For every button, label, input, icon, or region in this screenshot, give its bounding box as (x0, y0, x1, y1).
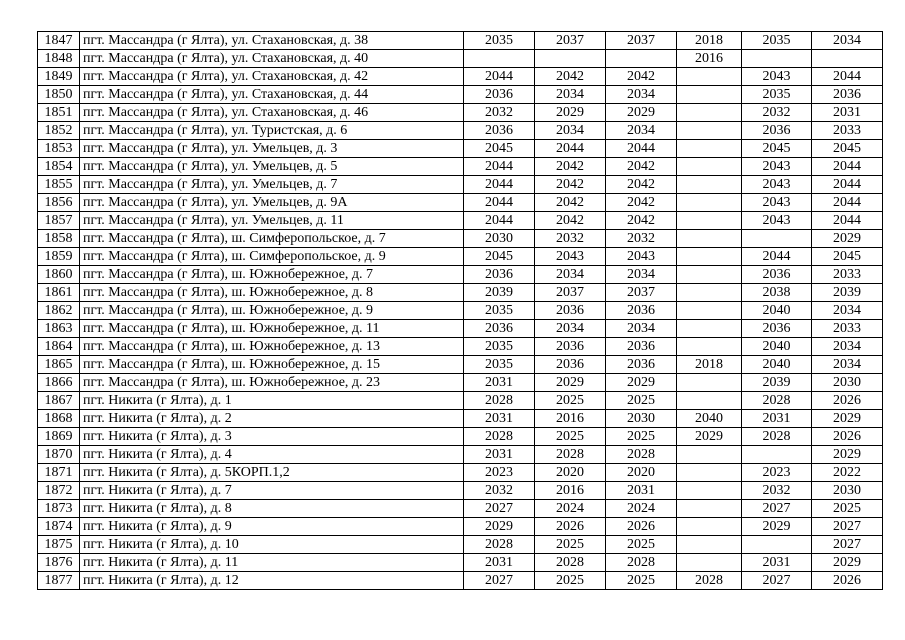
row-number: 1876 (38, 554, 80, 572)
row-number: 1873 (38, 500, 80, 518)
table-row (38, 464, 883, 482)
year-cell-6: 2030 (812, 374, 883, 392)
year-cell-2: 2037 (535, 284, 606, 302)
table-row (38, 572, 883, 590)
year-cell-3: 2042 (606, 68, 677, 86)
year-cell-6: 2045 (812, 140, 883, 158)
year-cell-5: 2023 (742, 464, 812, 482)
year-cell-2: 2042 (535, 212, 606, 230)
row-number: 1856 (38, 194, 80, 212)
year-cell-2: 2042 (535, 176, 606, 194)
year-cell-4 (677, 320, 742, 338)
address-cell: пгт. Массандра (г Ялта), ул. Умельцев, д. 9А (80, 194, 464, 212)
year-cell-5 (742, 50, 812, 68)
year-cell-5: 2044 (742, 248, 812, 266)
address-cell: пгт. Массандра (г Ялта), ш. Южнобережное, д. 7 (80, 266, 464, 284)
table-row (38, 104, 883, 122)
table-row (38, 356, 883, 374)
row-number: 1875 (38, 536, 80, 554)
year-cell-5: 2036 (742, 320, 812, 338)
year-cell-4 (677, 338, 742, 356)
year-cell-3: 2032 (606, 230, 677, 248)
row-number: 1865 (38, 356, 80, 374)
year-cell-6: 2026 (812, 392, 883, 410)
year-cell-4 (677, 284, 742, 302)
table-row (38, 302, 883, 320)
row-number: 1851 (38, 104, 80, 122)
address-cell: пгт. Массандра (г Ялта), ул. Туристская, д. 6 (80, 122, 464, 140)
year-cell-2: 2034 (535, 86, 606, 104)
row-number: 1849 (38, 68, 80, 86)
year-cell-5: 2040 (742, 338, 812, 356)
year-cell-3: 2042 (606, 158, 677, 176)
year-cell-4 (677, 446, 742, 464)
year-cell-5: 2043 (742, 194, 812, 212)
year-cell-4 (677, 68, 742, 86)
housing-schedule-table (37, 31, 883, 590)
year-cell-2: 2034 (535, 320, 606, 338)
address-cell: пгт. Массандра (г Ялта), ш. Южнобережное, д. 9 (80, 302, 464, 320)
year-cell-5: 2028 (742, 392, 812, 410)
row-number: 1848 (38, 50, 80, 68)
year-cell-4: 2040 (677, 410, 742, 428)
year-cell-6: 2044 (812, 194, 883, 212)
address-cell: пгт. Массандра (г Ялта), ул. Умельцев, д. 11 (80, 212, 464, 230)
row-number: 1854 (38, 158, 80, 176)
year-cell-1: 2027 (464, 500, 535, 518)
row-number: 1855 (38, 176, 80, 194)
year-cell-2: 2025 (535, 572, 606, 590)
address-cell: пгт. Массандра (г Ялта), ш. Южнобережное, д. 13 (80, 338, 464, 356)
year-cell-2: 2025 (535, 536, 606, 554)
table-row (38, 248, 883, 266)
table-row (38, 68, 883, 86)
year-cell-3: 2028 (606, 554, 677, 572)
year-cell-6: 2027 (812, 536, 883, 554)
year-cell-4 (677, 518, 742, 536)
year-cell-5: 2029 (742, 518, 812, 536)
year-cell-6: 2029 (812, 554, 883, 572)
year-cell-5: 2035 (742, 86, 812, 104)
year-cell-4: 2028 (677, 572, 742, 590)
year-cell-6: 2031 (812, 104, 883, 122)
year-cell-1: 2045 (464, 248, 535, 266)
year-cell-4 (677, 248, 742, 266)
year-cell-2: 2024 (535, 500, 606, 518)
year-cell-1: 2036 (464, 122, 535, 140)
year-cell-3: 2043 (606, 248, 677, 266)
year-cell-3: 2036 (606, 302, 677, 320)
row-number: 1869 (38, 428, 80, 446)
year-cell-3: 2034 (606, 86, 677, 104)
year-cell-3: 2026 (606, 518, 677, 536)
year-cell-3: 2029 (606, 104, 677, 122)
year-cell-3: 2044 (606, 140, 677, 158)
year-cell-1: 2032 (464, 482, 535, 500)
year-cell-4 (677, 194, 742, 212)
year-cell-3: 2025 (606, 572, 677, 590)
year-cell-4 (677, 158, 742, 176)
year-cell-2: 2036 (535, 302, 606, 320)
year-cell-5: 2031 (742, 410, 812, 428)
row-number: 1866 (38, 374, 80, 392)
year-cell-3: 2024 (606, 500, 677, 518)
year-cell-3: 2025 (606, 536, 677, 554)
year-cell-6 (812, 50, 883, 68)
year-cell-1: 2035 (464, 356, 535, 374)
year-cell-2: 2016 (535, 482, 606, 500)
year-cell-6: 2044 (812, 176, 883, 194)
year-cell-1: 2031 (464, 554, 535, 572)
table-row (38, 194, 883, 212)
year-cell-1: 2039 (464, 284, 535, 302)
year-cell-2: 2016 (535, 410, 606, 428)
year-cell-3: 2031 (606, 482, 677, 500)
year-cell-5: 2036 (742, 266, 812, 284)
year-cell-1: 2044 (464, 68, 535, 86)
year-cell-6: 2044 (812, 158, 883, 176)
year-cell-3 (606, 50, 677, 68)
year-cell-1: 2023 (464, 464, 535, 482)
year-cell-2: 2032 (535, 230, 606, 248)
address-cell: пгт. Массандра (г Ялта), ш. Симферопольское, д. 7 (80, 230, 464, 248)
year-cell-2 (535, 50, 606, 68)
address-cell: пгт. Массандра (г Ялта), ш. Симферопольское, д. 9 (80, 248, 464, 266)
table-row (38, 50, 883, 68)
year-cell-2: 2034 (535, 266, 606, 284)
year-cell-3: 2037 (606, 32, 677, 50)
year-cell-3: 2034 (606, 266, 677, 284)
year-cell-4 (677, 266, 742, 284)
year-cell-1: 2036 (464, 86, 535, 104)
year-cell-2: 2036 (535, 356, 606, 374)
year-cell-1: 2028 (464, 536, 535, 554)
row-number: 1863 (38, 320, 80, 338)
year-cell-1: 2029 (464, 518, 535, 536)
year-cell-3: 2042 (606, 212, 677, 230)
row-number: 1864 (38, 338, 80, 356)
table-row (38, 446, 883, 464)
row-number: 1867 (38, 392, 80, 410)
year-cell-5: 2036 (742, 122, 812, 140)
row-number: 1872 (38, 482, 80, 500)
year-cell-1: 2031 (464, 374, 535, 392)
table-row (38, 500, 883, 518)
year-cell-3: 2025 (606, 428, 677, 446)
table-row (38, 158, 883, 176)
year-cell-5: 2032 (742, 482, 812, 500)
table-body (38, 32, 883, 590)
row-number: 1871 (38, 464, 80, 482)
year-cell-6: 2034 (812, 338, 883, 356)
year-cell-3: 2036 (606, 338, 677, 356)
year-cell-1: 2045 (464, 140, 535, 158)
year-cell-1: 2036 (464, 320, 535, 338)
table-row (38, 554, 883, 572)
year-cell-6: 2026 (812, 428, 883, 446)
year-cell-2: 2034 (535, 122, 606, 140)
address-cell: пгт. Никита (г Ялта), д. 5КОРП.1,2 (80, 464, 464, 482)
year-cell-6: 2044 (812, 212, 883, 230)
year-cell-3: 2042 (606, 176, 677, 194)
year-cell-4 (677, 176, 742, 194)
year-cell-1: 2028 (464, 392, 535, 410)
year-cell-5: 2043 (742, 158, 812, 176)
table-row (38, 266, 883, 284)
year-cell-6: 2022 (812, 464, 883, 482)
year-cell-5 (742, 446, 812, 464)
year-cell-2: 2029 (535, 374, 606, 392)
address-cell: пгт. Никита (г Ялта), д. 11 (80, 554, 464, 572)
year-cell-1: 2031 (464, 446, 535, 464)
year-cell-4 (677, 554, 742, 572)
year-cell-3: 2036 (606, 356, 677, 374)
year-cell-5: 2031 (742, 554, 812, 572)
year-cell-4 (677, 122, 742, 140)
year-cell-2: 2042 (535, 68, 606, 86)
row-number: 1857 (38, 212, 80, 230)
address-cell: пгт. Никита (г Ялта), д. 10 (80, 536, 464, 554)
year-cell-6: 2034 (812, 302, 883, 320)
year-cell-1: 2036 (464, 266, 535, 284)
year-cell-6: 2027 (812, 518, 883, 536)
year-cell-4 (677, 536, 742, 554)
row-number: 1870 (38, 446, 80, 464)
year-cell-6: 2025 (812, 500, 883, 518)
address-cell: пгт. Массандра (г Ялта), ул. Стахановская, д. 42 (80, 68, 464, 86)
year-cell-2: 2044 (535, 140, 606, 158)
table-row (38, 392, 883, 410)
year-cell-1: 2028 (464, 428, 535, 446)
address-cell: пгт. Массандра (г Ялта), ш. Южнобережное, д. 11 (80, 320, 464, 338)
year-cell-1: 2044 (464, 194, 535, 212)
year-cell-6: 2044 (812, 68, 883, 86)
year-cell-5: 2038 (742, 284, 812, 302)
table-row (38, 410, 883, 428)
table-row (38, 212, 883, 230)
row-number: 1859 (38, 248, 80, 266)
year-cell-6: 2034 (812, 356, 883, 374)
table-row (38, 230, 883, 248)
year-cell-3: 2028 (606, 446, 677, 464)
table-row (38, 284, 883, 302)
table-row (38, 122, 883, 140)
year-cell-6: 2029 (812, 410, 883, 428)
year-cell-4 (677, 374, 742, 392)
row-number: 1861 (38, 284, 80, 302)
table-row (38, 428, 883, 446)
row-number: 1860 (38, 266, 80, 284)
table-row (38, 320, 883, 338)
year-cell-6: 2033 (812, 122, 883, 140)
year-cell-1: 2044 (464, 176, 535, 194)
year-cell-2: 2029 (535, 104, 606, 122)
table-row (38, 32, 883, 50)
year-cell-1: 2035 (464, 32, 535, 50)
year-cell-4 (677, 464, 742, 482)
address-cell: пгт. Массандра (г Ялта), ул. Стахановская, д. 46 (80, 104, 464, 122)
address-cell: пгт. Никита (г Ялта), д. 3 (80, 428, 464, 446)
year-cell-4 (677, 86, 742, 104)
row-number: 1862 (38, 302, 80, 320)
year-cell-1: 2030 (464, 230, 535, 248)
year-cell-3: 2030 (606, 410, 677, 428)
year-cell-4: 2029 (677, 428, 742, 446)
year-cell-4: 2018 (677, 356, 742, 374)
year-cell-5: 2043 (742, 176, 812, 194)
table-row (38, 518, 883, 536)
year-cell-4 (677, 500, 742, 518)
table-row (38, 338, 883, 356)
year-cell-4 (677, 230, 742, 248)
year-cell-4 (677, 212, 742, 230)
year-cell-4: 2016 (677, 50, 742, 68)
year-cell-1: 2044 (464, 212, 535, 230)
year-cell-2: 2042 (535, 194, 606, 212)
address-cell: пгт. Никита (г Ялта), д. 9 (80, 518, 464, 536)
address-cell: пгт. Массандра (г Ялта), ул. Умельцев, д. 3 (80, 140, 464, 158)
year-cell-5: 2027 (742, 500, 812, 518)
year-cell-6: 2036 (812, 86, 883, 104)
year-cell-5: 2028 (742, 428, 812, 446)
year-cell-3: 2034 (606, 320, 677, 338)
year-cell-3: 2037 (606, 284, 677, 302)
year-cell-1: 2031 (464, 410, 535, 428)
row-number: 1852 (38, 122, 80, 140)
year-cell-3: 2029 (606, 374, 677, 392)
year-cell-6: 2033 (812, 320, 883, 338)
table-row (38, 140, 883, 158)
year-cell-1: 2044 (464, 158, 535, 176)
year-cell-5: 2045 (742, 140, 812, 158)
address-cell: пгт. Никита (г Ялта), д. 4 (80, 446, 464, 464)
address-cell: пгт. Массандра (г Ялта), ш. Южнобережное, д. 8 (80, 284, 464, 302)
row-number: 1850 (38, 86, 80, 104)
year-cell-2: 2043 (535, 248, 606, 266)
year-cell-6: 2033 (812, 266, 883, 284)
address-cell: пгт. Массандра (г Ялта), ул. Умельцев, д. 5 (80, 158, 464, 176)
year-cell-5: 2040 (742, 302, 812, 320)
table-row (38, 86, 883, 104)
year-cell-5 (742, 536, 812, 554)
table-row (38, 482, 883, 500)
year-cell-4: 2018 (677, 32, 742, 50)
address-cell: пгт. Массандра (г Ялта), ш. Южнобережное, д. 15 (80, 356, 464, 374)
address-cell: пгт. Массандра (г Ялта), ул. Умельцев, д. 7 (80, 176, 464, 194)
address-cell: пгт. Никита (г Ялта), д. 8 (80, 500, 464, 518)
year-cell-5: 2043 (742, 68, 812, 86)
year-cell-6: 2029 (812, 230, 883, 248)
year-cell-4 (677, 104, 742, 122)
year-cell-2: 2025 (535, 428, 606, 446)
address-cell: пгт. Массандра (г Ялта), ул. Стахановская, д. 40 (80, 50, 464, 68)
address-cell: пгт. Никита (г Ялта), д. 1 (80, 392, 464, 410)
year-cell-1: 2032 (464, 104, 535, 122)
year-cell-5: 2027 (742, 572, 812, 590)
year-cell-6: 2039 (812, 284, 883, 302)
year-cell-4 (677, 392, 742, 410)
address-cell: пгт. Массандра (г Ялта), ул. Стахановская, д. 44 (80, 86, 464, 104)
year-cell-5: 2032 (742, 104, 812, 122)
year-cell-5: 2043 (742, 212, 812, 230)
year-cell-6: 2026 (812, 572, 883, 590)
table-row (38, 176, 883, 194)
year-cell-2: 2028 (535, 554, 606, 572)
year-cell-2: 2025 (535, 392, 606, 410)
year-cell-2: 2036 (535, 338, 606, 356)
row-number: 1877 (38, 572, 80, 590)
year-cell-2: 2026 (535, 518, 606, 536)
year-cell-1: 2035 (464, 338, 535, 356)
year-cell-2: 2020 (535, 464, 606, 482)
address-cell: пгт. Никита (г Ялта), д. 12 (80, 572, 464, 590)
year-cell-1: 2027 (464, 572, 535, 590)
table-row (38, 374, 883, 392)
year-cell-6: 2030 (812, 482, 883, 500)
table-row (38, 536, 883, 554)
year-cell-6: 2045 (812, 248, 883, 266)
year-cell-3: 2042 (606, 194, 677, 212)
year-cell-5: 2039 (742, 374, 812, 392)
year-cell-6: 2029 (812, 446, 883, 464)
year-cell-4 (677, 140, 742, 158)
address-cell: пгт. Никита (г Ялта), д. 2 (80, 410, 464, 428)
year-cell-5 (742, 230, 812, 248)
row-number: 1868 (38, 410, 80, 428)
year-cell-2: 2042 (535, 158, 606, 176)
row-number: 1858 (38, 230, 80, 248)
year-cell-1: 2035 (464, 302, 535, 320)
year-cell-4 (677, 482, 742, 500)
address-cell: пгт. Никита (г Ялта), д. 7 (80, 482, 464, 500)
row-number: 1847 (38, 32, 80, 50)
year-cell-5: 2035 (742, 32, 812, 50)
year-cell-6: 2034 (812, 32, 883, 50)
year-cell-3: 2034 (606, 122, 677, 140)
address-cell: пгт. Массандра (г Ялта), ул. Стахановская, д. 38 (80, 32, 464, 50)
year-cell-3: 2020 (606, 464, 677, 482)
year-cell-2: 2037 (535, 32, 606, 50)
address-cell: пгт. Массандра (г Ялта), ш. Южнобережное, д. 23 (80, 374, 464, 392)
row-number: 1874 (38, 518, 80, 536)
year-cell-4 (677, 302, 742, 320)
year-cell-2: 2028 (535, 446, 606, 464)
year-cell-5: 2040 (742, 356, 812, 374)
year-cell-1 (464, 50, 535, 68)
year-cell-3: 2025 (606, 392, 677, 410)
row-number: 1853 (38, 140, 80, 158)
